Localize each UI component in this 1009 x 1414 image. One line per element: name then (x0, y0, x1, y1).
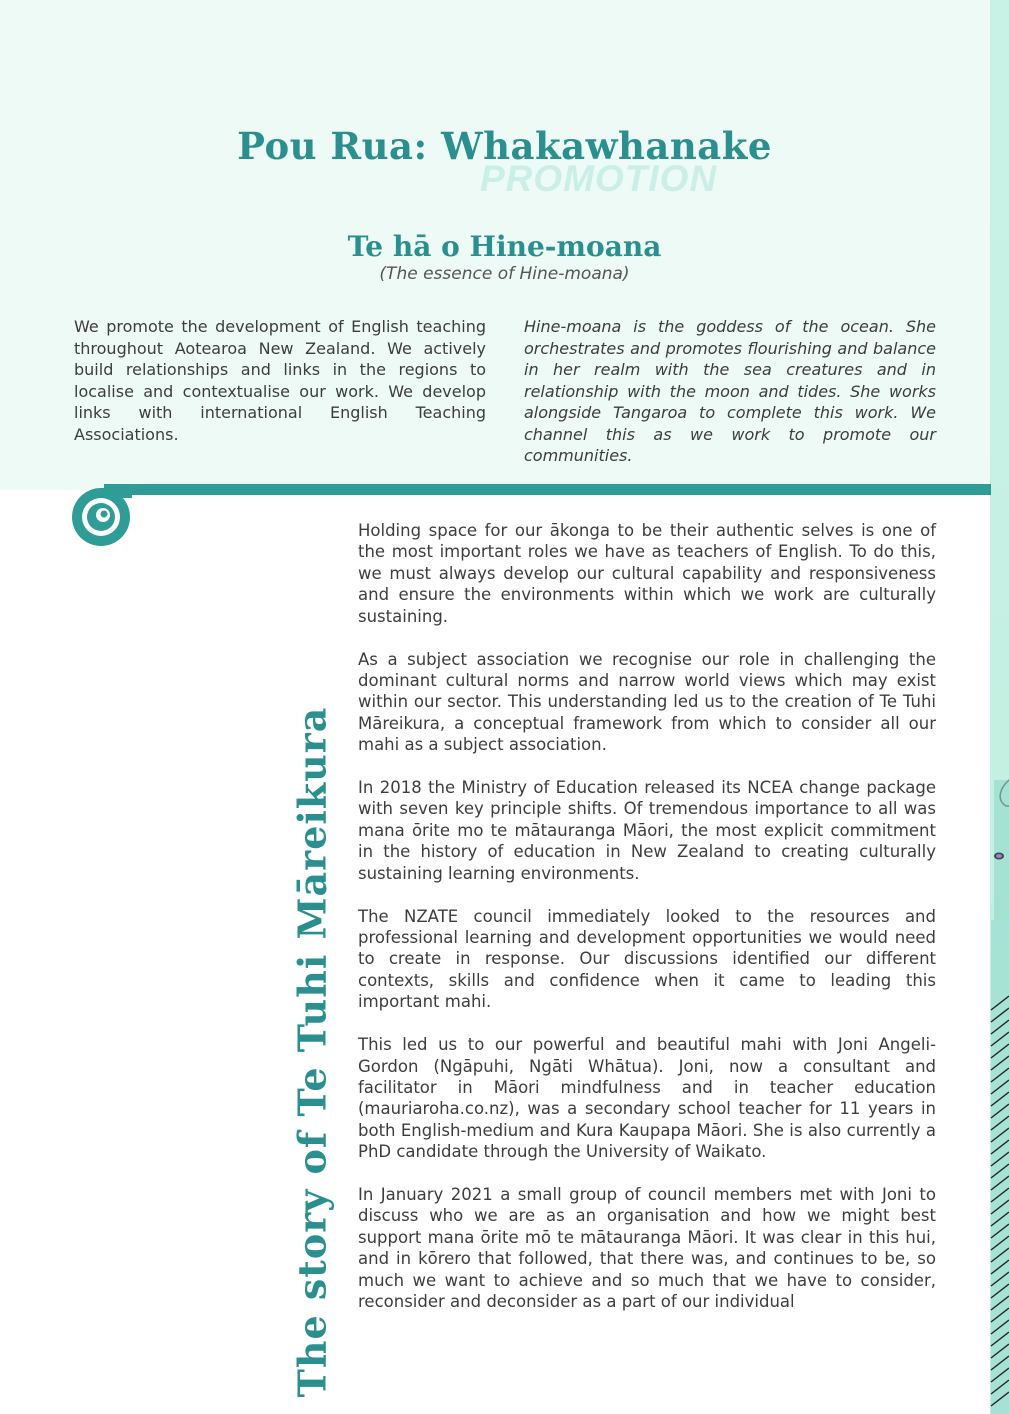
intro-right-column: Hine-moana is the goddess of the ocean. She orchestrates and promotes flourishing and balance in her realm with the sea creatures and in relationship with the moon and tides. She works alongside Tangaroa to complete this work. We channel this as we work to promote our communities. (524, 317, 936, 465)
sea-creature-illustration (986, 770, 1009, 1414)
story-vertical-title: The story of Te Tuhi Māreikura (289, 706, 335, 1398)
koru-divider-line (104, 484, 991, 495)
story-body (358, 520, 936, 1334)
story-paragraph: This led us to our powerful and beautiful mahi with Joni Angeli-Gordon (Ngāpuhi, Ngāti Whātua). Joni, now a consultant and facilitator in Māori mindfulness and in teacher education (mauriaroha.co.nz), was a secondary school teacher for 11 years in both English-medium and Kura Kaupapa Māori. She is also currently a PhD candidate through the University of Waikato. (358, 1035, 936, 1162)
story-paragraph: As a subject association we recognise our role in challenging the dominant cultural norms and narrow world views which may exist within our sector. This understanding led us to the creation of Te Tuhi Māreikura, a conceptual framework from which to consider all our mahi as a subject association. (358, 649, 936, 755)
story-paragraph: Holding space for our ākonga to be their authentic selves is one of the most important roles we have as teachers of English. To do this, we must always develop our cultural capability and responsiveness and ensure the environments within which we work are culturally sustaining. (358, 521, 936, 626)
section-subtitle: (The essence of Hine-moana) (379, 264, 630, 284)
koru-spiral-icon (70, 486, 132, 548)
story-paragraph: In January 2021 a small group of council members met with Joni to discuss who we are as an organisation and how we might best support mana ōrite mō te mātauranga Māori. It was clear in this hui, and in kōrero that followed, that there was, and continues to be, so much we want to achieve and so much that we have to consider, reconsider and deconsider as a part of our individual (358, 1185, 936, 1312)
page-subtitle: PROMOTION (480, 158, 718, 199)
story-paragraph: The NZATE council immediately looked to the resources and professional learning and development opportunities we would need to create in response. Our discussions identified our different contexts, skills and confidence when it came to leading this important mahi. (358, 906, 936, 1012)
page-title: Pou Rua: Whakawhanake (237, 124, 772, 168)
story-paragraph: In 2018 the Ministry of Education released its NCEA change package with seven key principle shifts. Of tremendous importance to all was mana ōrite mo te mātauranga Māori, the most explicit commitment in the history of education in New Zealand to creating culturally sustaining learning environments. (358, 778, 936, 883)
intro-left-column: We promote the development of English teaching throughout Aotearoa New Zealand. We actively build relationships and links in the regions to localise and contextualise our work. We develop links with international English Teaching Associations. (74, 317, 486, 444)
section-title: Te hā o Hine-moana (347, 230, 662, 263)
